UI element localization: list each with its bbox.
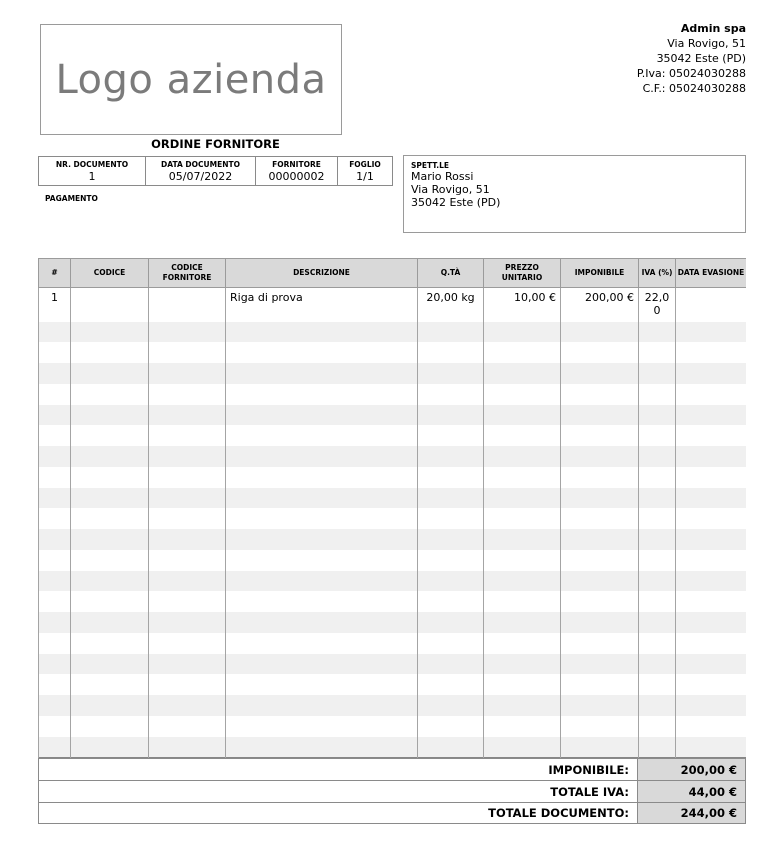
totals-label: TOTALE IVA: [39,781,637,802]
empty-cell [418,674,484,695]
empty-cell [226,550,418,571]
empty-cell [639,363,676,384]
empty-cell [39,550,71,571]
table-empty-row [39,654,747,675]
table-empty-row [39,363,747,384]
empty-cell [39,612,71,633]
totals-row-totale-iva [38,780,746,802]
empty-cell [639,674,676,695]
items-table-wrap [38,258,746,758]
company-address-line1: Via Rovigo, 51 [667,37,746,50]
doc-info-field-nr-documento [39,157,146,185]
doc-info-field-foglio [338,157,392,185]
totals-row-totale-documento [38,802,746,824]
recipient-address-line1: Via Rovigo, 51 [411,183,490,197]
empty-cell [149,571,226,592]
column-header-codice: CODICE [71,259,149,288]
recipient-address-line2: 35042 Este (PD) [411,196,501,210]
empty-cell [418,467,484,488]
empty-cell [561,633,639,654]
item-imponibile: 200,00 € [561,288,639,322]
empty-cell [639,591,676,612]
empty-cell [676,529,747,550]
company-cf: C.F.: 05024030288 [642,82,746,95]
empty-cell [418,322,484,343]
items-header-row [39,259,747,288]
empty-cell [561,488,639,509]
company-info-block [637,21,746,96]
empty-cell [39,695,71,716]
empty-cell [639,550,676,571]
company-logo-box [40,24,342,135]
empty-cell [418,633,484,654]
empty-cell [561,384,639,405]
empty-cell [561,695,639,716]
doc-info-value: 1/1 [356,169,374,183]
empty-cell [71,384,149,405]
empty-cell [71,363,149,384]
empty-cell [639,654,676,675]
empty-cell [149,674,226,695]
empty-cell [561,467,639,488]
empty-cell [149,384,226,405]
empty-cell [639,695,676,716]
empty-cell [484,674,561,695]
empty-cell [676,405,747,426]
empty-cell [561,591,639,612]
doc-info-label: DATA DOCUMENTO [161,159,240,169]
empty-cell [484,488,561,509]
empty-cell [639,488,676,509]
empty-cell [676,508,747,529]
empty-cell [149,612,226,633]
empty-cell [561,550,639,571]
empty-cell [561,674,639,695]
empty-cell [676,384,747,405]
table-empty-row [39,695,747,716]
empty-cell [484,695,561,716]
empty-cell [639,633,676,654]
empty-cell [676,737,747,758]
empty-cell [149,737,226,758]
totals-label: TOTALE DOCUMENTO: [39,803,637,823]
empty-cell [226,591,418,612]
column-header-prezzo-unitario: PREZZO UNITARIO [484,259,561,288]
empty-cell [418,488,484,509]
doc-info-field-data-documento [146,157,256,185]
table-empty-row [39,405,747,426]
empty-cell [561,508,639,529]
empty-cell [39,384,71,405]
empty-cell [39,508,71,529]
empty-cell [418,737,484,758]
empty-cell [418,425,484,446]
item-num: 1 [39,288,71,322]
table-empty-row [39,508,747,529]
table-empty-row [39,488,747,509]
table-empty-row [39,591,747,612]
empty-cell [484,633,561,654]
empty-cell [676,571,747,592]
empty-cell [149,716,226,737]
empty-cell [39,488,71,509]
item-descrizione: Riga di prova [226,288,418,322]
empty-cell [39,737,71,758]
empty-cell [639,716,676,737]
empty-cell [149,654,226,675]
empty-cell [149,322,226,343]
empty-cell [484,612,561,633]
empty-cell [39,363,71,384]
empty-cell [149,446,226,467]
empty-cell [561,425,639,446]
column-header-imponibile: IMPONIBILE [561,259,639,288]
empty-cell [676,363,747,384]
column-header-descrizione: DESCRIZIONE [226,259,418,288]
empty-cell [561,737,639,758]
empty-cell [639,322,676,343]
empty-cell [39,446,71,467]
empty-cell [418,342,484,363]
empty-cell [39,591,71,612]
empty-cell [39,467,71,488]
empty-cell [226,384,418,405]
empty-cell [149,529,226,550]
payment-label: PAGAMENTO [45,194,98,203]
company-logo-text: Logo azienda [55,56,327,103]
empty-cell [418,716,484,737]
empty-cell [418,384,484,405]
empty-cell [71,508,149,529]
empty-cell [484,591,561,612]
empty-cell [226,322,418,343]
empty-cell [226,716,418,737]
empty-cell [639,508,676,529]
doc-info-label: FORNITORE [272,159,321,169]
empty-cell [149,363,226,384]
doc-info-label: NR. DOCUMENTO [55,159,129,169]
item-codice [71,288,149,322]
item-data-evasione [676,288,747,322]
empty-cell [39,633,71,654]
empty-cell [676,612,747,633]
document-info-table [38,156,393,186]
empty-cell [39,571,71,592]
empty-cell [149,405,226,426]
empty-cell [418,591,484,612]
empty-cell [39,322,71,343]
empty-cell [484,425,561,446]
empty-cell [226,571,418,592]
empty-cell [676,654,747,675]
empty-cell [226,405,418,426]
empty-cell [418,571,484,592]
empty-cell [149,488,226,509]
table-empty-row [39,342,747,363]
empty-cell [561,363,639,384]
doc-info-field-fornitore [256,157,338,185]
empty-cell [418,550,484,571]
empty-cell [71,654,149,675]
empty-cell [676,633,747,654]
empty-cell [418,654,484,675]
items-table [38,258,746,758]
empty-cell [639,737,676,758]
empty-cell [149,425,226,446]
table-empty-row [39,674,747,695]
doc-info-value: 00000002 [268,169,325,183]
empty-cell [39,674,71,695]
empty-cell [676,591,747,612]
empty-cell [484,550,561,571]
empty-cell [226,342,418,363]
company-address-line2: 35042 Este (PD) [656,52,746,65]
empty-cell [39,425,71,446]
empty-cell [226,695,418,716]
empty-cell [39,405,71,426]
empty-cell [639,405,676,426]
empty-cell [418,446,484,467]
empty-cell [39,529,71,550]
column-header-iva: IVA (%) [639,259,676,288]
empty-cell [149,550,226,571]
empty-cell [484,571,561,592]
empty-cell [561,342,639,363]
items-table-body [39,288,747,758]
empty-cell [71,591,149,612]
empty-cell [149,342,226,363]
empty-cell [71,674,149,695]
empty-cell [39,654,71,675]
empty-cell [39,342,71,363]
empty-cell [484,322,561,343]
empty-cell [561,654,639,675]
empty-cell [71,342,149,363]
empty-cell [639,612,676,633]
empty-cell [418,363,484,384]
empty-cell [561,612,639,633]
totals-value: 244,00 € [637,803,745,823]
empty-cell [71,550,149,571]
empty-cell [676,322,747,343]
empty-cell [71,488,149,509]
empty-cell [226,654,418,675]
empty-cell [484,716,561,737]
recipient-name: Mario Rossi [411,170,474,183]
company-piva: P.Iva: 05024030288 [636,67,746,80]
empty-cell [226,529,418,550]
empty-cell [561,716,639,737]
table-empty-row [39,467,747,488]
empty-cell [639,529,676,550]
empty-cell [676,674,747,695]
document-title: ORDINE FORNITORE [151,137,280,151]
table-empty-row [39,612,747,633]
empty-cell [71,633,149,654]
empty-cell [226,363,418,384]
table-empty-row [39,633,747,654]
empty-cell [484,342,561,363]
empty-cell [418,508,484,529]
table-empty-row [39,737,747,758]
empty-cell [676,342,747,363]
empty-cell [484,529,561,550]
empty-cell [226,508,418,529]
empty-cell [484,384,561,405]
empty-cell [71,322,149,343]
table-empty-row [39,446,747,467]
recipient-label: SPETT.LE [411,161,450,170]
empty-cell [418,405,484,426]
empty-cell [676,695,747,716]
empty-cell [226,612,418,633]
empty-cell [561,571,639,592]
empty-cell [418,695,484,716]
empty-cell [676,467,747,488]
empty-cell [149,633,226,654]
empty-cell [561,446,639,467]
empty-cell [226,737,418,758]
empty-cell [639,384,676,405]
table-empty-row [39,716,747,737]
empty-cell [226,467,418,488]
totals-row-imponibile [38,758,746,780]
empty-cell [226,633,418,654]
empty-cell [71,405,149,426]
item-codice-fornitore [149,288,226,322]
empty-cell [639,467,676,488]
empty-cell [676,446,747,467]
empty-cell [484,405,561,426]
empty-cell [71,737,149,758]
doc-info-value: 1 [88,169,96,183]
empty-cell [71,467,149,488]
empty-cell [484,467,561,488]
empty-cell [149,591,226,612]
empty-cell [71,612,149,633]
empty-cell [484,363,561,384]
empty-cell [484,654,561,675]
item-qta: 20,00 kg [418,288,484,322]
empty-cell [639,425,676,446]
column-header-num: # [39,259,71,288]
empty-cell [484,508,561,529]
item-prezzo-unitario: 10,00 € [484,288,561,322]
empty-cell [226,446,418,467]
table-empty-row [39,425,747,446]
table-empty-row [39,571,747,592]
empty-cell [561,405,639,426]
empty-cell [149,467,226,488]
column-header-data-evasione: DATA EVASIONE [676,259,747,288]
column-header-qta: Q.TÀ [418,259,484,288]
empty-cell [71,446,149,467]
empty-cell [484,737,561,758]
empty-cell [226,674,418,695]
company-name: Admin spa [680,22,746,35]
totals-value: 44,00 € [637,781,745,802]
empty-cell [149,695,226,716]
totals-value: 200,00 € [637,759,745,780]
empty-cell [71,695,149,716]
table-empty-row [39,550,747,571]
empty-cell [676,425,747,446]
empty-cell [561,322,639,343]
empty-cell [226,488,418,509]
totals-section [38,758,746,824]
empty-cell [71,529,149,550]
empty-cell [676,716,747,737]
empty-cell [71,425,149,446]
empty-cell [149,508,226,529]
empty-cell [639,446,676,467]
empty-cell [639,342,676,363]
item-iva: 22,00 [639,288,676,322]
doc-info-label: FOGLIO [349,159,381,169]
empty-cell [39,716,71,737]
table-empty-row [39,384,747,405]
empty-cell [71,571,149,592]
table-empty-row [39,529,747,550]
recipient-box [403,155,746,233]
empty-cell [226,425,418,446]
empty-cell [418,612,484,633]
empty-cell [676,488,747,509]
empty-cell [561,529,639,550]
empty-cell [676,550,747,571]
column-header-codice-fornitore: CODICE FORNITORE [149,259,226,288]
empty-cell [71,716,149,737]
item-row [39,288,747,322]
table-empty-row [39,322,747,343]
empty-cell [484,446,561,467]
empty-cell [639,571,676,592]
doc-info-value: 05/07/2022 [168,169,233,183]
empty-cell [418,529,484,550]
totals-label: IMPONIBILE: [39,759,637,780]
